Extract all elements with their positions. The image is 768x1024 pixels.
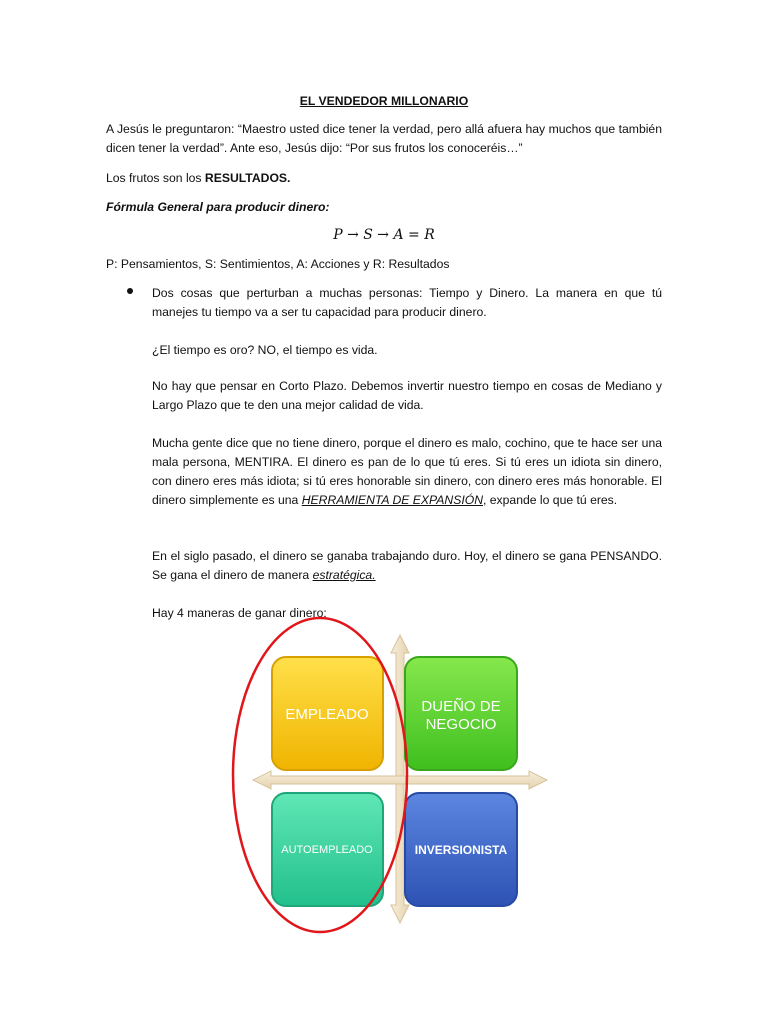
bullet-paragraph-2: ¿El tiempo es oro? NO, el tiempo es vida.: [152, 343, 378, 357]
bullet-paragraph-3: No hay que pensar en Corto Plazo. Debemos invertir nuestro tiempo en cosas de Mediano y Largo Plazo que te den una mejor calidad de vida.: [152, 379, 662, 412]
frutos-paragraph: [106, 169, 662, 188]
inversionista-box: [405, 793, 517, 906]
formula-heading: Fórmula General para producir dinero:: [106, 200, 330, 214]
bullet-paragraph-1: Dos cosas que perturban a muchas personas: Tiempo y Dinero. La manera en que tú manejes tu tiempo va a ser tu capacidad para producir dinero.: [152, 286, 662, 319]
inversionista-label: INVERSIONISTA: [414, 843, 508, 857]
p5-text-before: En el siglo pasado, el dinero se ganaba trabajando duro. Hoy, el dinero se gana PENSANDO. Se gana el dinero de manera: [152, 549, 662, 582]
empleado-box: [272, 657, 383, 770]
frutos-prefix: Los frutos son los: [106, 171, 205, 185]
dueno-label-line1: DUEÑO DE: [421, 698, 501, 715]
money-quadrant-diagram: [225, 615, 555, 945]
herramienta-link[interactable]: HERRAMIENTA DE EXPANSIÓN: [301, 493, 483, 507]
frutos-emphasis: RESULTADOS.: [204, 171, 291, 185]
autoempleado-label: AUTOEMPLEADO: [281, 844, 373, 856]
dueno-negocio-box: [405, 657, 517, 770]
bullet-paragraph-5: [152, 547, 662, 585]
empleado-label: EMPLEADO: [285, 706, 369, 723]
bullet-paragraph-6: Hay 4 maneras de ganar dinero:: [152, 606, 327, 620]
bullet-paragraph-4: [152, 434, 662, 510]
formula-legend: P: Pensamientos, S: Sentimientos, A: Acciones y R: Resultados: [106, 257, 450, 271]
estrategica-link[interactable]: estratégica.: [312, 568, 376, 582]
document-title: EL VENDEDOR MILLONARIO: [299, 94, 469, 108]
formula: P → S → A = R: [333, 227, 435, 243]
dueno-label-line2: NEGOCIO: [425, 716, 497, 733]
p4-text-before: Mucha gente dice que no tiene dinero, porque el dinero es malo, cochino, que te hace ser una mala persona, MENTIRA. El dinero es pan de lo que tú eres. Si tú eres un idiota sin dinero, con dinero eres más idiota; si tú eres honorable sin dinero, con dinero eres más honorable. El dinero simplemente es una: [152, 436, 662, 507]
autoempleado-box: [272, 793, 383, 906]
bullet-icon: [127, 288, 133, 294]
intro-paragraph: A Jesús le preguntaron: “Maestro usted dice tener la verdad, pero allá afuera hay muchos que también dicen tener la verdad”. Ante eso, Jesús dijo: “Por sus frutos los conoceréis…”: [106, 122, 662, 155]
p4-text-after: , expande lo que tú eres.: [483, 493, 618, 507]
